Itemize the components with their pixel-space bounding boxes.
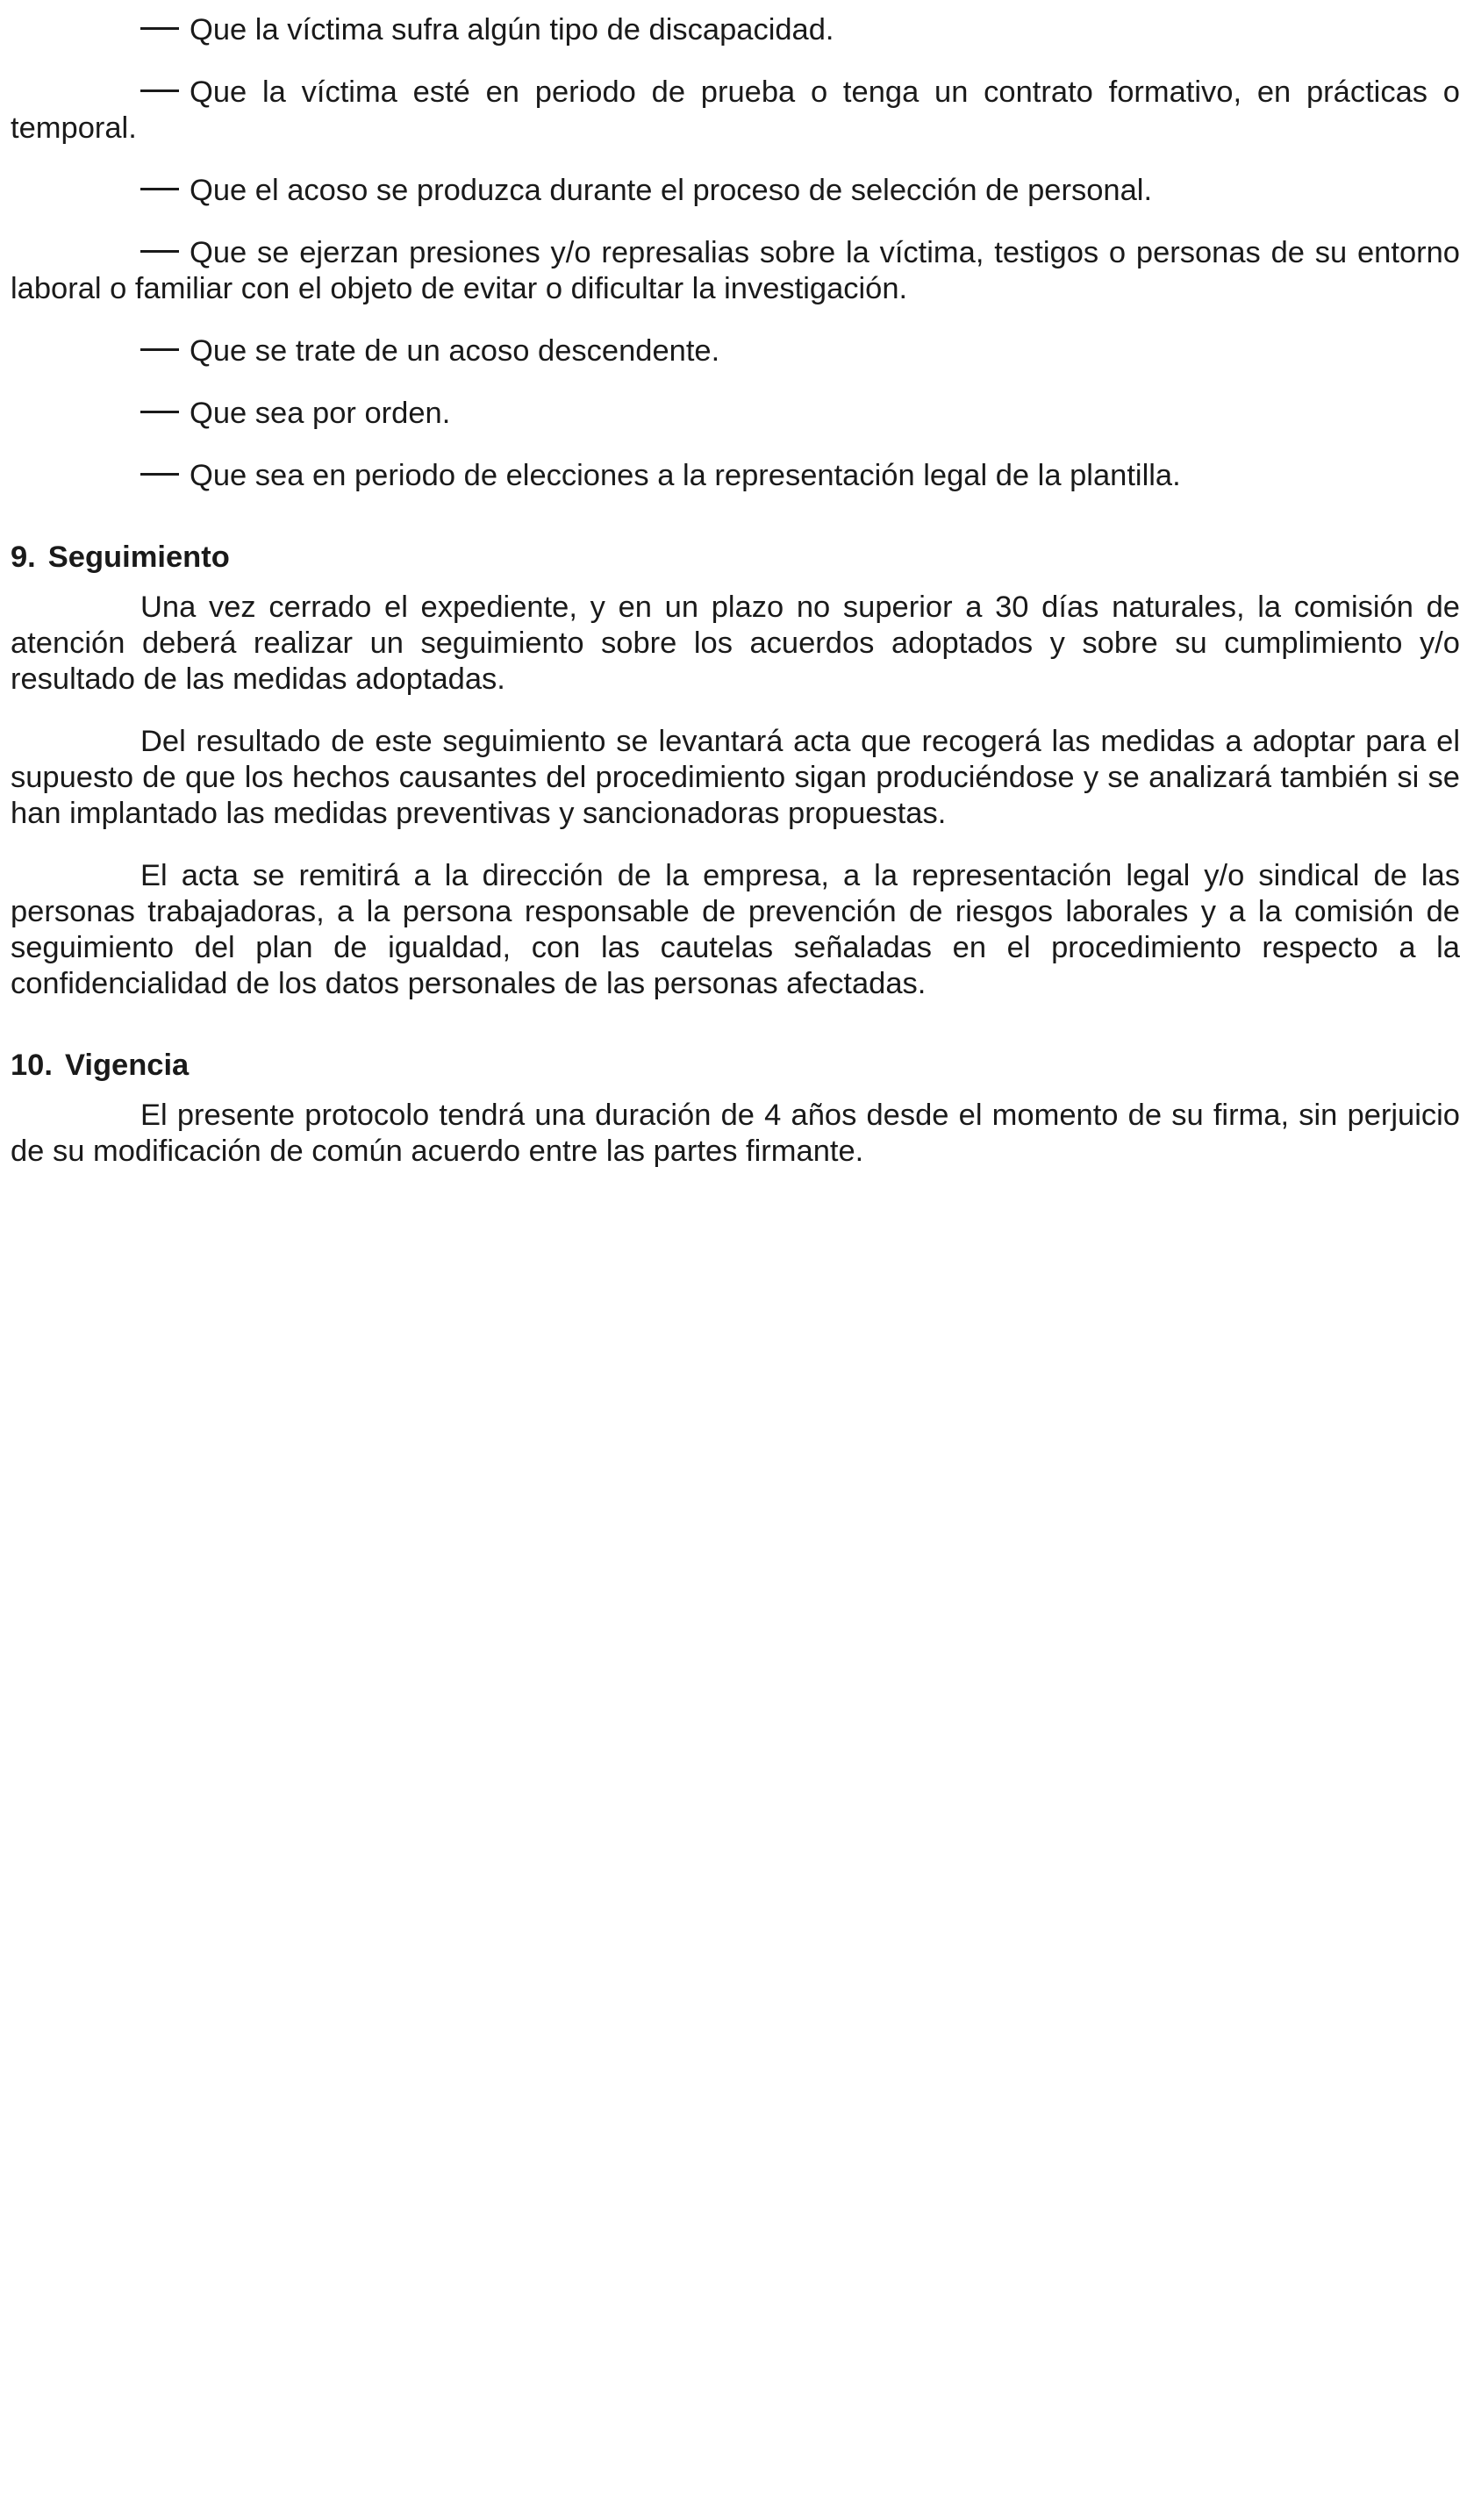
list-item-text: Que se trate de un acoso descendente. xyxy=(190,334,720,368)
section-number: 9. xyxy=(11,541,36,574)
list-item xyxy=(11,396,1460,432)
list-item xyxy=(11,458,1460,494)
em-dash xyxy=(140,89,179,92)
list-item-text: Que la víctima esté en periodo de prueba o tenga un contrato formativo, en prácticas o temporal. xyxy=(11,75,1460,145)
list-item-text: Que el acoso se produzca durante el proceso de selección de personal. xyxy=(190,174,1153,207)
em-dash xyxy=(140,250,179,253)
list-item xyxy=(11,75,1460,147)
document-page xyxy=(11,12,1460,1196)
list-item xyxy=(11,235,1460,307)
paragraph: Del resultado de este seguimiento se levantará acta que recogerá las medidas a adoptar para el supuesto de que los hechos causantes del procedimiento sigan produciéndose y se analizará también si se han implantado las medidas preventivas y sancionadoras propuestas. xyxy=(11,725,1460,830)
list-item-text: Que la víctima sufra algún tipo de discapacidad. xyxy=(190,13,834,47)
paragraph: Una vez cerrado el expediente, y en un plazo no superior a 30 días naturales, la comisión de atención deberá realizar un seguimiento sobre los acuerdos adoptados y sobre su cumplimiento y/o resultado de las medidas adoptadas. xyxy=(11,591,1460,696)
section-title: Vigencia xyxy=(64,1049,190,1082)
em-dash xyxy=(140,348,179,351)
section-heading-seguimiento xyxy=(11,540,1460,576)
paragraph: El presente protocolo tendrá una duración de 4 años desde el momento de su firma, sin perjuicio de su modificación de común acuerdo entre las partes firmante. xyxy=(11,1099,1460,1168)
section-title: Seguimiento xyxy=(47,541,230,574)
list-item-text: Que sea por orden. xyxy=(190,397,451,430)
list-item xyxy=(11,333,1460,369)
list-item-text: Que se ejerzan presiones y/o represalias sobre la víctima, testigos o personas de su entorno laboral o familiar con el objeto de evitar o dificultar la investigación. xyxy=(11,236,1460,305)
section-number: 10. xyxy=(11,1049,53,1082)
em-dash xyxy=(140,27,179,30)
em-dash xyxy=(140,188,179,190)
list-item xyxy=(11,173,1460,209)
list-item-text: Que sea en periodo de elecciones a la representación legal de la plantilla. xyxy=(190,459,1181,492)
section-heading-vigencia xyxy=(11,1048,1460,1084)
paragraph: El acta se remitirá a la dirección de la empresa, a la representación legal y/o sindical de las personas trabajadoras, a la persona responsable de prevención de riesgos laborales y a la comisión de seguimiento del plan de igualdad, con las cautelas señaladas en el procedimiento respecto a la confidencialidad de los datos personales de las personas afectadas. xyxy=(11,859,1460,1000)
em-dash xyxy=(140,411,179,413)
em-dash xyxy=(140,473,179,476)
list-item xyxy=(11,12,1460,48)
